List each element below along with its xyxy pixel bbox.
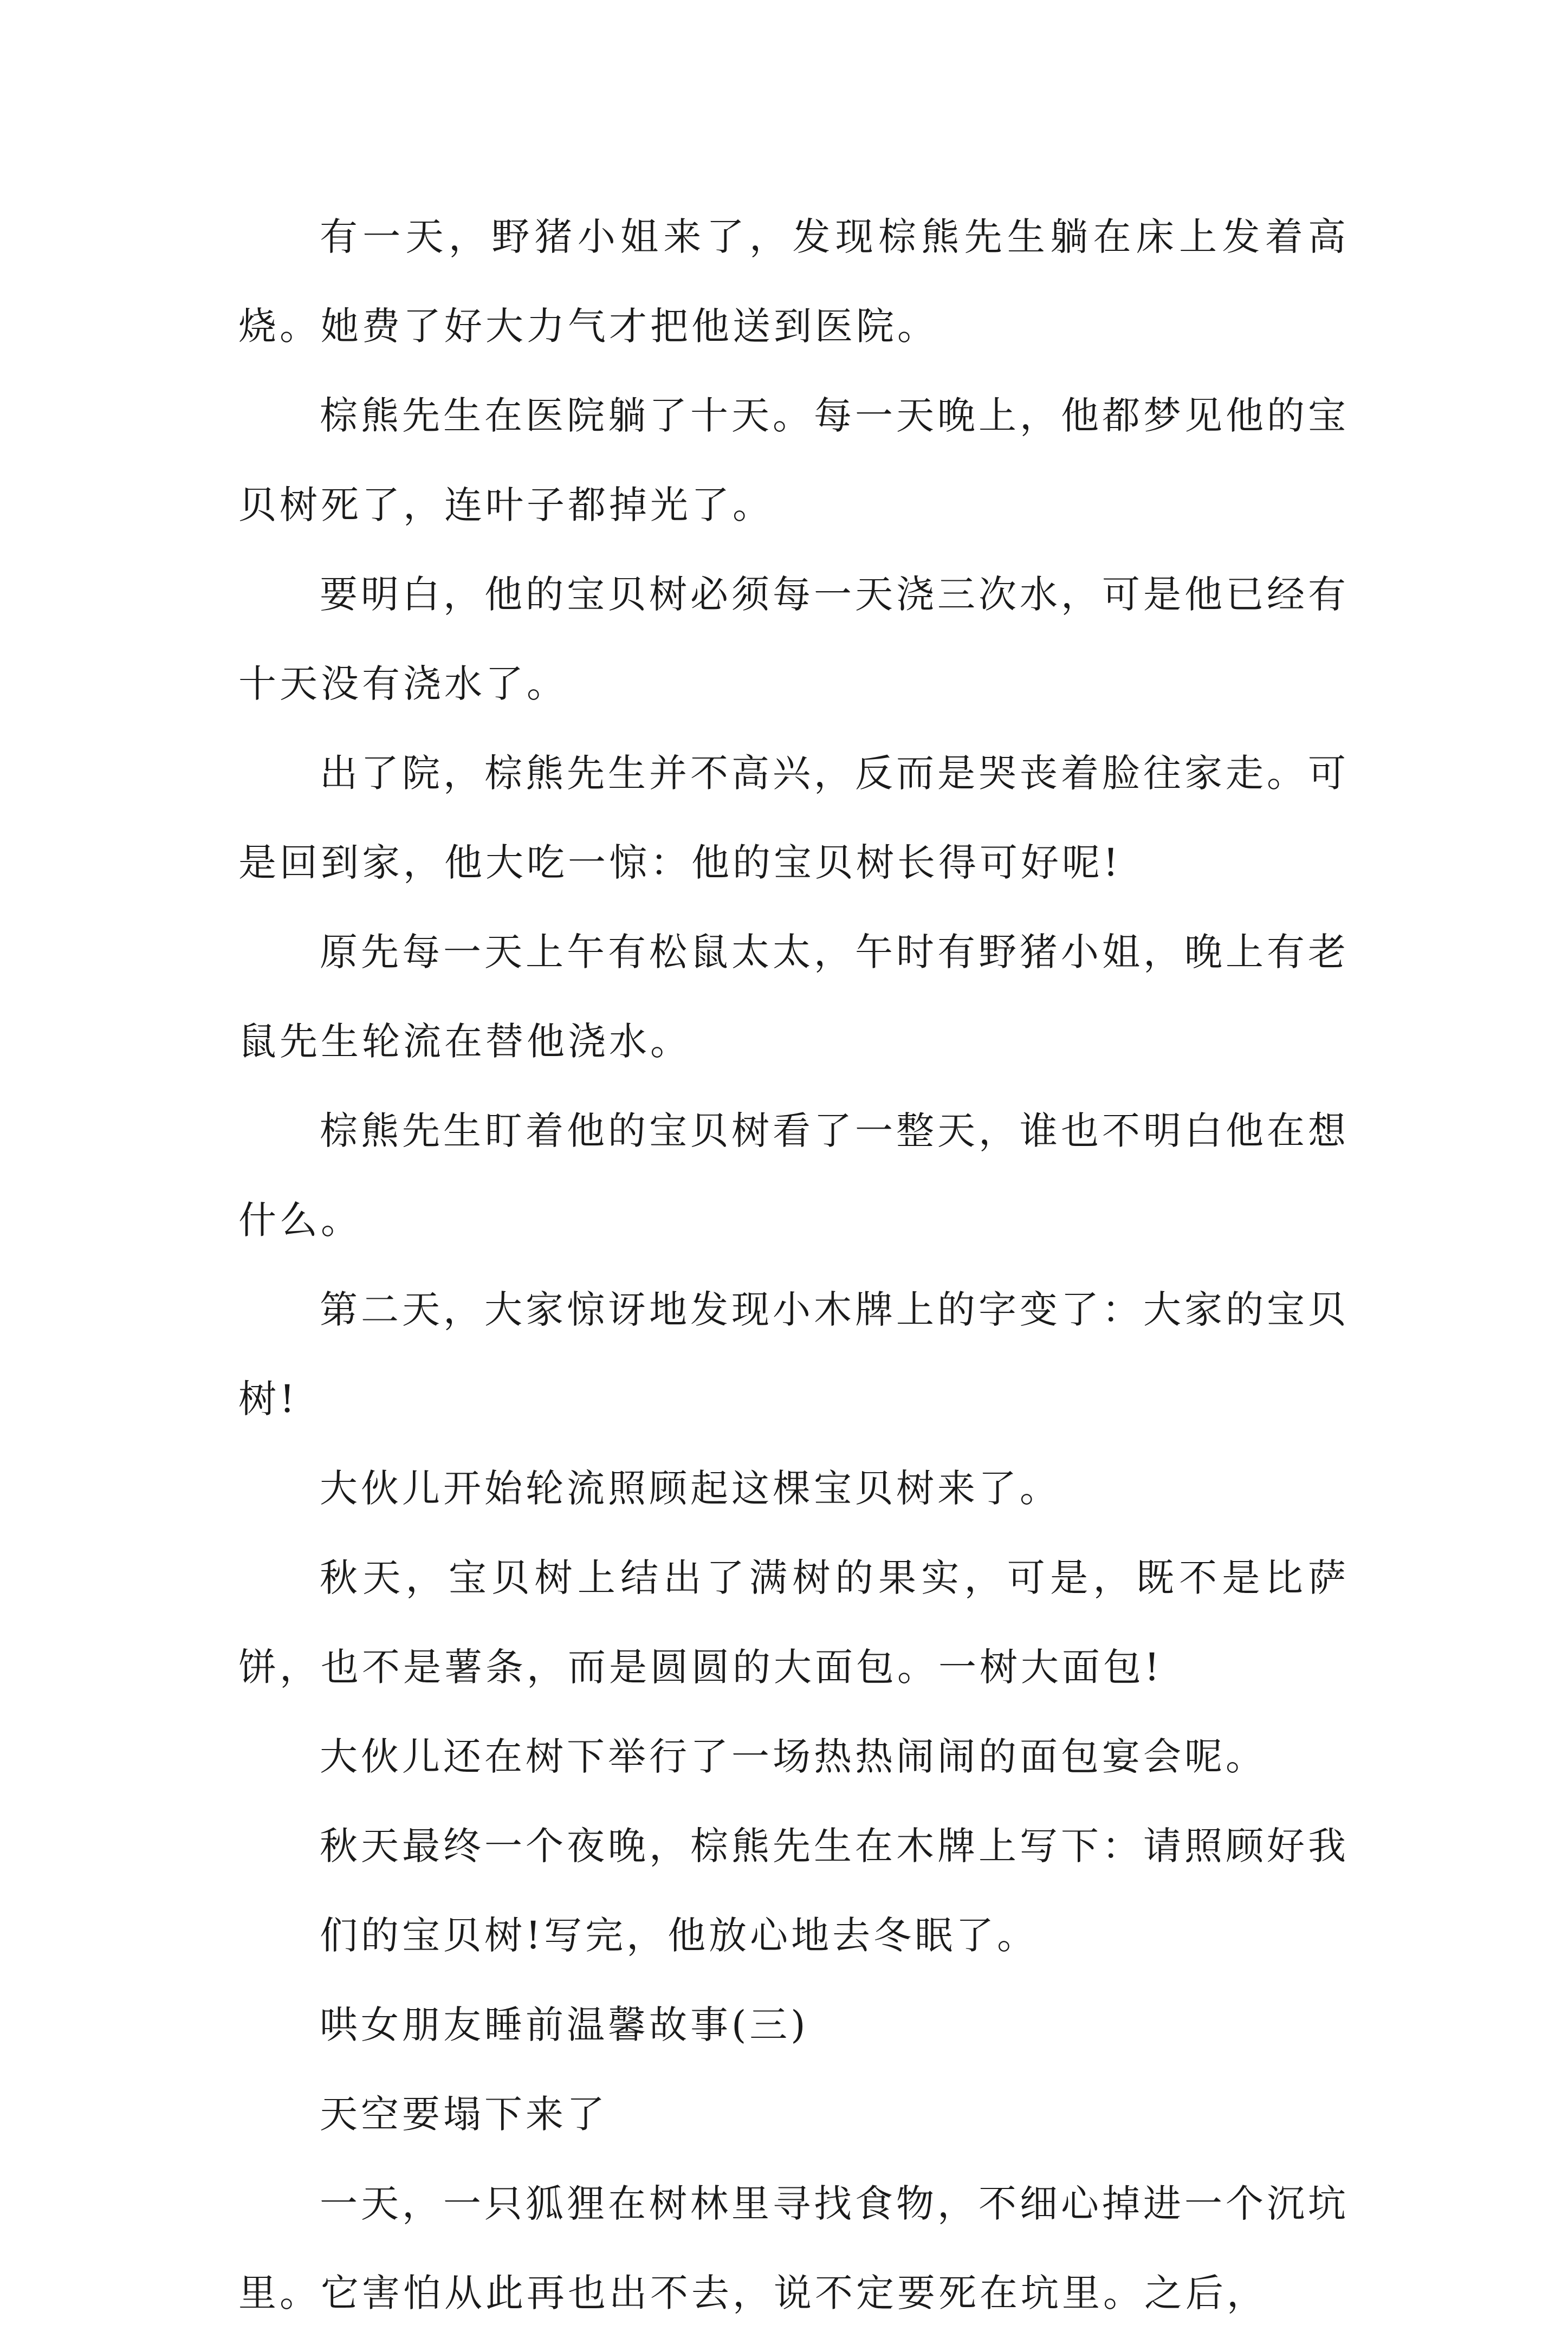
paragraph: 一天，一只狐狸在树林里寻找食物，不细心掉进一个沉坑里。它害怕从此再也出不去，说不定要死在坑里。之后， <box>238 2181 1349 2315</box>
story-title: 天空要塌下来了 <box>320 2092 608 2136</box>
paragraph: 大伙儿开始轮流照顾起这棵宝贝树来了。 <box>320 1466 1061 1511</box>
paragraph: 原先每一天上午有松鼠太太，午时有野猪小姐，晚上有老鼠先生轮流在替他浇水。 <box>238 930 1349 1064</box>
paragraph: 大伙儿还在树下举行了一场热热闹闹的面包宴会呢。 <box>320 1734 1267 1779</box>
paragraph: 要明白，他的宝贝树必须每一天浇三次水，可是他已经有十天没有浇水了。 <box>238 572 1349 706</box>
paragraph: 秋天最终一个夜晚，棕熊先生在木牌上写下：请照顾好我们的宝贝树!写完，他放心地去冬眠了。 <box>320 1824 1349 1958</box>
paragraph: 秋天，宝贝树上结出了满树的果实，可是，既不是比萨饼，也不是薯条，而是圆圆的大面包。一树大面包! <box>238 1556 1349 1689</box>
story-heading: 哄女朋友睡前温馨故事(三) <box>320 2003 809 2047</box>
paragraph: 棕熊先生盯着他的宝贝树看了一整天，谁也不明白他在想什么。 <box>238 1109 1349 1242</box>
paragraph: 有一天，野猪小姐来了，发现棕熊先生躺在床上发着高烧。她费了好大力气才把他送到医院。 <box>238 215 1349 348</box>
paragraph: 出了院，棕熊先生并不高兴，反而是哭丧着脸往家走。可是回到家，他大吃一惊：他的宝贝树长得可好呢! <box>238 751 1349 885</box>
paragraph: 第二天，大家惊讶地发现小木牌上的字变了：大家的宝贝树! <box>238 1287 1349 1421</box>
document-body <box>238 192 1349 2338</box>
paragraph: 棕熊先生在医院躺了十天。每一天晚上，他都梦见他的宝贝树死了，连叶子都掉光了。 <box>238 393 1349 527</box>
